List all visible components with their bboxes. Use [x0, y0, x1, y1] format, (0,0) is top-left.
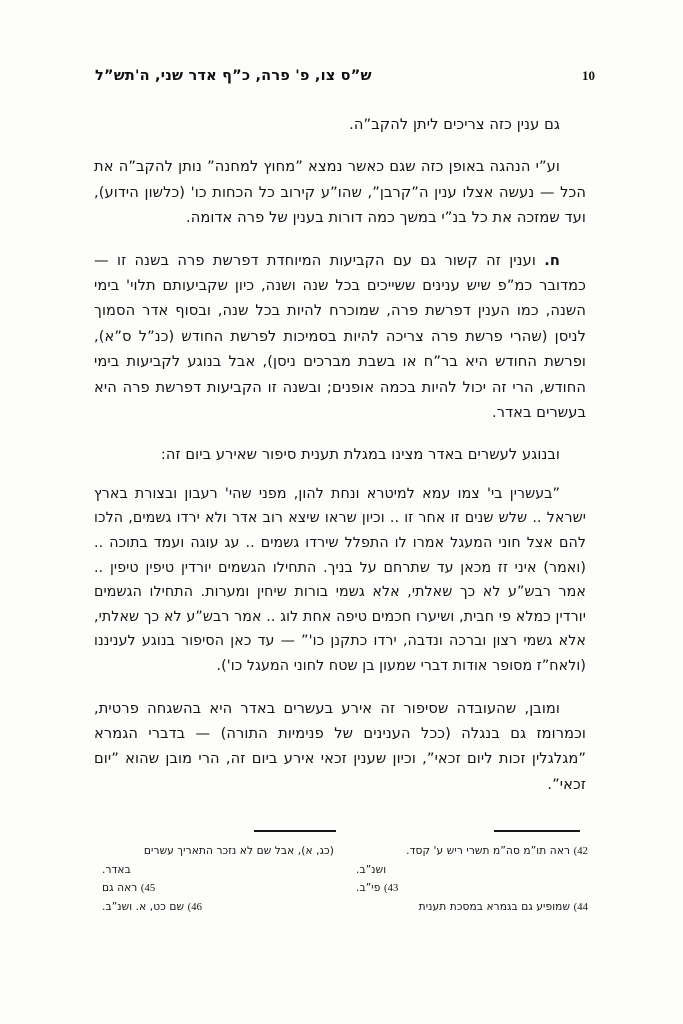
paragraph-4-text: ובנוגע לעשרים באדר מצינו במגלת תענית סיפור שאירע ביום זה:	[160, 446, 560, 464]
footnote-number: 42)	[573, 846, 588, 857]
footnote-text: פי”ב.	[356, 882, 381, 895]
paragraph-1: גם ענין כזה צריכים ליתן להקב”ה.	[349, 116, 560, 133]
footnote-number: 43)	[383, 883, 399, 895]
paragraph-3-section-chet	[94, 248, 586, 426]
footnote-item	[102, 843, 334, 861]
paragraph-6: ומובן, שהעובדה שסיפור זה אירע בעשרים באדר היא בהשגחה פרטית, וכמרומז גם בנגלה (ככל הענינים של פנימיות התורה) — בדברי הגמרא ”מגלגלין זכות ליום זכאי”, וכיון שענין זכאי אירע ביום זה, הרי מובן שהוא ”יום זכאי”.	[94, 699, 586, 793]
footnote-text: שמופיע גם בגמרא במסכת תענית	[418, 900, 571, 913]
footnote-text: שם כט, א. ושנ”ב.	[102, 900, 185, 913]
paragraph-2: וע”י הנהגה באופן כזה שגם כאשר נמצא ”מחוץ למחנה” נותן להקב”ה את הכל — נעשה אצלו ענין ה”קרבן”, שהו”ע קירוב כל הכחות כו' (כלשון הידוע), ועד שמזכה את כל בנ”י במשך כמה דורות בענין של פרה אדומה.	[94, 158, 586, 227]
footnote-text: ראה גם	[102, 882, 138, 895]
footnote-item	[356, 880, 588, 898]
running-head	[95, 68, 595, 94]
footnote-item	[102, 862, 334, 880]
footnote-column-left	[102, 843, 334, 917]
footnote-number: 46)	[187, 901, 203, 913]
footnote-item	[356, 862, 588, 880]
paragraph-3-text: וענין זה קשור גם עם הקביעות המיוחדת דפרשת פרה בשנה זו — כמדובר כמ”פ שיש ענינים ששייכים בכל שנה ושנה, כיון שקביעותם תלוי' בימי השנה, כמו הענין דפרשת פרה, שמוכרח להיות בכל שנה, ובסוף אדר הסמוך לניסן (שהרי פרשת פרה צריכה להיות בסמיכות לפרשת החודש (כנ”ל ס”א), ופרשת החודש היא בר”ח או בשבת מברכים ניסן), אבל בנוגע לקביעות בימי החודש, הרי זה יכול להיות בכמה אופנים; ובשנה זו הקביעות דפרשת פרה היא בעשרים באדר.	[94, 251, 586, 422]
footnote-number: 44)	[573, 901, 588, 913]
footnote-text: ושנ”ב.	[356, 863, 387, 876]
footnote-text: (כג, א), אבל שם לא נזכר התאריך עשרים	[143, 845, 334, 857]
footnotes-area	[95, 843, 588, 917]
footnote-text: באדר.	[102, 863, 131, 876]
body-text-column	[94, 112, 586, 797]
footnote-separator-group	[95, 830, 588, 833]
footnote-text: ראה תו”מ סה”מ תשרי ריש ע' קסד.	[406, 845, 571, 857]
footnote-rule-left	[254, 830, 336, 832]
footnote-item	[356, 899, 588, 917]
footnote-column-right	[356, 843, 588, 917]
paragraph-5-quotation: ”בעשרין בי' צמו עמא למיטרא ונחת להון, מפני שהי' רעבון ובצורת בארץ ישראל .. שלש שנים זו אחר זו .. וכיון שראו שיצא רוב אדר ולא ירדו גשמים, הלכו להם אצל חוני המעגל אמרו לו התפלל שירדו גשמים .. עג עוגה ועמד בתוכה .. (ואמר) איני זז מכאן עד שתרחם על בניך. התחילו הגשמים יורדין טיפין טיפין .. אמר רבש”ע לא כך שאלתי, אלא גשמי בורות שיחין ומערות. התחילו הגשמים יורדין כמלא פי חבית, ושיערו חכמים טיפה אחת לוג .. אמר רבש”ע לא כך שאלתי, אלא גשמי רצון וברכה ונדבה, ירדו כתקנן כו'” — עד כאן הסיפור בנוגע לעניננו (ולאח”ז מסופר אודות דברי שמעון בן שטח לחוני המעגל כו').	[94, 485, 586, 675]
footnote-number: 45)	[140, 883, 156, 895]
footnote-item	[102, 880, 334, 898]
section-letter: ח.	[544, 251, 560, 269]
page-number: 10	[582, 68, 595, 83]
paragraph-4	[94, 442, 586, 467]
footnote-item	[102, 899, 334, 917]
page-title: ש”ס צו, פ' פרה, כ”ף אדר שני, ה'תש”ל	[95, 68, 372, 84]
footnote-rule-right	[494, 830, 580, 832]
footnote-item	[356, 843, 588, 861]
